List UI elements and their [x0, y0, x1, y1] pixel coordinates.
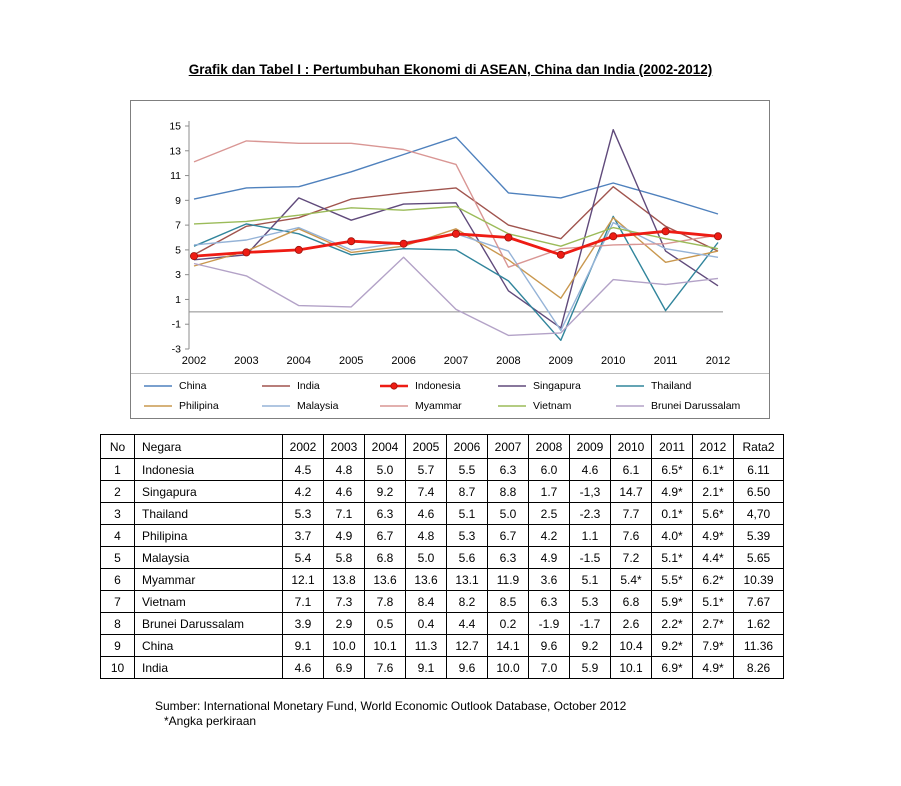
legend-item-vietnam [497, 400, 615, 412]
cell-negara: Philipina [135, 525, 283, 547]
legend-label: Vietnam [533, 400, 572, 412]
legend-label: China [179, 380, 207, 392]
x-tick-label: 2006 [391, 355, 416, 367]
cell-value: 5.5 [447, 459, 488, 481]
cell-value: 12.1 [283, 569, 324, 591]
cell-value: 11.36 [734, 635, 784, 657]
x-tick-label: 2011 [653, 355, 678, 367]
cell-value: 5.9 [570, 657, 611, 679]
cell-value: 6.7 [365, 525, 406, 547]
cell-value: 5.3 [447, 525, 488, 547]
y-tick-label: 15 [169, 120, 181, 133]
cell-negara: Malaysia [135, 547, 283, 569]
cell-value: 4.5 [283, 459, 324, 481]
cell-no: 4 [101, 525, 135, 547]
x-tick-label: 2007 [443, 355, 469, 367]
legend-swatch-icon [497, 381, 527, 391]
cell-value: 3.6 [529, 569, 570, 591]
column-header-rata2: Rata2 [734, 435, 784, 459]
page-title: Grafik dan Tabel I : Pertumbuhan Ekonomi di ASEAN, China dan India (2002-2012) [188, 62, 713, 77]
x-tick-label: 2009 [548, 355, 574, 367]
legend-swatch-icon [261, 381, 291, 391]
table-row-china [101, 635, 784, 657]
cell-negara: Brunei Darussalam [135, 613, 283, 635]
cell-value: 4.6 [406, 503, 447, 525]
cell-value: 13.8 [324, 569, 365, 591]
cell-value: 6.9* [652, 657, 693, 679]
series-line [194, 218, 718, 299]
cell-value: 9.6 [529, 635, 570, 657]
cell-value: 2.2* [652, 613, 693, 635]
legend-row [143, 396, 769, 416]
y-tick-label: -1 [171, 318, 181, 331]
cell-value: 4.4 [447, 613, 488, 635]
cell-value: 14.7 [611, 481, 652, 503]
cell-no: 1 [101, 459, 135, 481]
growth-line-chart [130, 100, 770, 419]
cell-value: -1.9 [529, 613, 570, 635]
x-tick-label: 2002 [181, 355, 207, 367]
chart-plot-area [131, 101, 769, 371]
column-header-negara: Negara [135, 435, 283, 459]
series-brunei-darussalam [194, 257, 718, 335]
cell-value: 9.2 [365, 481, 406, 503]
cell-value: 5.3 [570, 591, 611, 613]
legend-item-brunei-darussalam [615, 400, 741, 412]
data-table [100, 434, 784, 679]
x-tick-label: 2004 [286, 355, 312, 367]
table-row-myammar [101, 569, 784, 591]
table-row-philipina [101, 525, 784, 547]
cell-value: 5.5* [652, 569, 693, 591]
cell-value: 4.0* [652, 525, 693, 547]
cell-value: 4.9* [693, 525, 734, 547]
cell-no: 5 [101, 547, 135, 569]
legend-swatch-icon [615, 401, 645, 411]
cell-value: 8.2 [447, 591, 488, 613]
cell-value: 0.2 [488, 613, 529, 635]
series-vietnam [194, 207, 718, 249]
cell-value: 9.6 [447, 657, 488, 679]
table-row-brunei-darussalam [101, 613, 784, 635]
legend-swatch-icon [379, 381, 409, 391]
data-point-marker [400, 240, 407, 247]
cell-value: 0.1* [652, 503, 693, 525]
table-row-malaysia [101, 547, 784, 569]
legend-swatch-icon [143, 381, 173, 391]
cell-value: 3.9 [283, 613, 324, 635]
cell-value: 4.9* [652, 481, 693, 503]
cell-value: 2.5 [529, 503, 570, 525]
cell-value: 8.8 [488, 481, 529, 503]
cell-negara: Thailand [135, 503, 283, 525]
legend-item-china [143, 380, 261, 392]
cell-value: 13.6 [365, 569, 406, 591]
cell-value: 6.3 [365, 503, 406, 525]
column-header-2009: 2009 [570, 435, 611, 459]
cell-value: 6.7 [488, 525, 529, 547]
cell-value: 1.1 [570, 525, 611, 547]
x-tick-label: 2008 [496, 355, 521, 367]
cell-value: 5.7 [406, 459, 447, 481]
cell-value: 11.3 [406, 635, 447, 657]
cell-value: 6.3 [529, 591, 570, 613]
cell-value: 6.0 [529, 459, 570, 481]
cell-no: 10 [101, 657, 135, 679]
x-tick-label: 2005 [338, 355, 364, 367]
column-header-2003: 2003 [324, 435, 365, 459]
cell-negara: China [135, 635, 283, 657]
cell-value: 4.4* [693, 547, 734, 569]
cell-value: 10.1 [365, 635, 406, 657]
cell-no: 8 [101, 613, 135, 635]
column-header-2006: 2006 [447, 435, 488, 459]
cell-value: 5.3 [283, 503, 324, 525]
table-row-vietnam [101, 591, 784, 613]
cell-value: 6.1* [693, 459, 734, 481]
cell-value: 7.3 [324, 591, 365, 613]
cell-value: 6.9 [324, 657, 365, 679]
cell-value: 8.7 [447, 481, 488, 503]
cell-value: 9.2* [652, 635, 693, 657]
cell-negara: Indonesia [135, 459, 283, 481]
data-point-marker [714, 233, 721, 240]
cell-value: 13.1 [447, 569, 488, 591]
column-header-no: No [101, 435, 135, 459]
cell-value: 0.5 [365, 613, 406, 635]
column-header-2007: 2007 [488, 435, 529, 459]
legend-swatch-icon [615, 381, 645, 391]
column-header-2005: 2005 [406, 435, 447, 459]
cell-value: 4.2 [283, 481, 324, 503]
cell-value: 9.2 [570, 635, 611, 657]
cell-value: 9.1 [406, 657, 447, 679]
legend-label: Malaysia [297, 400, 339, 412]
table-row-indonesia [101, 459, 784, 481]
cell-value: 8.26 [734, 657, 784, 679]
cell-value: 7.4 [406, 481, 447, 503]
x-tick-label: 2003 [234, 355, 259, 367]
y-tick-label: 5 [175, 244, 181, 257]
cell-value: 7.2 [611, 547, 652, 569]
data-point-marker [452, 230, 459, 237]
cell-value: 6.3 [488, 459, 529, 481]
cell-no: 9 [101, 635, 135, 657]
data-point-marker [190, 253, 197, 260]
cell-value: 5.39 [734, 525, 784, 547]
cell-value: 4.6 [283, 657, 324, 679]
cell-value: 5.1 [570, 569, 611, 591]
cell-value: 3.7 [283, 525, 324, 547]
cell-value: 8.5 [488, 591, 529, 613]
legend-item-malaysia [261, 400, 379, 412]
cell-negara: Vietnam [135, 591, 283, 613]
cell-value: 6.11 [734, 459, 784, 481]
cell-value: 4.9 [529, 547, 570, 569]
cell-value: 5.0 [488, 503, 529, 525]
series-philipina [194, 218, 718, 299]
cell-no: 3 [101, 503, 135, 525]
cell-value: 4.6 [570, 459, 611, 481]
legend-label: Singapura [533, 380, 581, 392]
cell-value: -1.5 [570, 547, 611, 569]
cell-value: 4.8 [324, 459, 365, 481]
cell-value: 5.6 [447, 547, 488, 569]
cell-value: 6.8 [365, 547, 406, 569]
y-tick-label: -3 [171, 343, 181, 356]
cell-no: 2 [101, 481, 135, 503]
cell-value: 1.7 [529, 481, 570, 503]
y-tick-label: 3 [175, 269, 181, 282]
cell-value: 5.0 [406, 547, 447, 569]
x-tick-label: 2012 [705, 355, 731, 367]
cell-value: 6.8 [611, 591, 652, 613]
estimate-note: *Angka perkiraan [164, 714, 257, 728]
data-point-marker [610, 233, 617, 240]
cell-value: 7.7 [611, 503, 652, 525]
legend-item-india [261, 380, 379, 392]
cell-value: 5.0 [365, 459, 406, 481]
legend-item-myammar [379, 400, 497, 412]
cell-value: 10.39 [734, 569, 784, 591]
legend-label: India [297, 380, 320, 392]
cell-value: 6.2* [693, 569, 734, 591]
cell-value: 7.9* [693, 635, 734, 657]
series-line [194, 223, 718, 331]
cell-negara: Myammar [135, 569, 283, 591]
cell-value: 10.1 [611, 657, 652, 679]
legend-swatch-icon [497, 401, 527, 411]
column-header-2008: 2008 [529, 435, 570, 459]
cell-value: 7.8 [365, 591, 406, 613]
y-tick-label: 9 [175, 194, 181, 207]
cell-value: 1.62 [734, 613, 784, 635]
x-axis-labels [182, 355, 730, 367]
cell-value: 6.50 [734, 481, 784, 503]
legend-item-thailand [615, 380, 733, 392]
cell-value: 10.4 [611, 635, 652, 657]
cell-value: 5.4 [283, 547, 324, 569]
legend-swatch-icon [143, 401, 173, 411]
table-header-row [101, 435, 784, 459]
cell-value: -2.3 [570, 503, 611, 525]
cell-value: 5.65 [734, 547, 784, 569]
cell-value: 4,70 [734, 503, 784, 525]
legend-label: Thailand [651, 380, 692, 392]
cell-negara: India [135, 657, 283, 679]
data-point-marker [295, 246, 302, 253]
cell-value: 5.9* [652, 591, 693, 613]
cell-value: 0.4 [406, 613, 447, 635]
y-tick-label: 7 [175, 219, 181, 232]
data-point-marker [348, 238, 355, 245]
cell-value: 2.1* [693, 481, 734, 503]
y-axis-labels [169, 121, 181, 356]
cell-value: 4.9* [693, 657, 734, 679]
data-point-marker [243, 249, 250, 256]
table-row-singapura [101, 481, 784, 503]
cell-value: 10.0 [488, 657, 529, 679]
cell-value: 7.6 [611, 525, 652, 547]
cell-value: 7.6 [365, 657, 406, 679]
y-tick-label: 1 [175, 293, 181, 306]
cell-value: 7.1 [324, 503, 365, 525]
table-row-india [101, 657, 784, 679]
cell-value: 6.5* [652, 459, 693, 481]
cell-value: 10.0 [324, 635, 365, 657]
cell-value: 4.2 [529, 525, 570, 547]
cell-value: 5.6* [693, 503, 734, 525]
series-line [194, 257, 718, 335]
cell-value: 7.1 [283, 591, 324, 613]
table-row-thailand [101, 503, 784, 525]
y-tick-label: 11 [170, 170, 181, 183]
cell-no: 6 [101, 569, 135, 591]
legend-item-singapura [497, 380, 615, 392]
legend-label: Myammar [415, 400, 462, 412]
column-header-2011: 2011 [652, 435, 693, 459]
x-tick-label: 2010 [600, 355, 626, 367]
cell-value: 4.9 [324, 525, 365, 547]
cell-value: 4.6 [324, 481, 365, 503]
cell-value: 14.1 [488, 635, 529, 657]
series-malaysia [194, 223, 718, 331]
data-point-marker [557, 251, 564, 258]
cell-no: 7 [101, 591, 135, 613]
cell-value: 7.0 [529, 657, 570, 679]
cell-value: 2.7* [693, 613, 734, 635]
cell-value: 5.8 [324, 547, 365, 569]
cell-value: 6.3 [488, 547, 529, 569]
cell-value: 6.1 [611, 459, 652, 481]
cell-value: 7.67 [734, 591, 784, 613]
data-point-marker [505, 234, 512, 241]
cell-value: 12.7 [447, 635, 488, 657]
legend-label: Brunei Darussalam [651, 400, 741, 412]
cell-value: 5.1 [447, 503, 488, 525]
column-header-2004: 2004 [365, 435, 406, 459]
legend-item-indonesia [379, 380, 497, 392]
cell-value: 11.9 [488, 569, 529, 591]
column-header-2010: 2010 [611, 435, 652, 459]
cell-negara: Singapura [135, 481, 283, 503]
legend-label: Indonesia [415, 380, 461, 392]
series-line [194, 207, 718, 249]
cell-value: 5.1* [693, 591, 734, 613]
cell-value: 4.8 [406, 525, 447, 547]
legend-swatch-icon [261, 401, 291, 411]
chart-legend [131, 373, 769, 416]
cell-value: 13.6 [406, 569, 447, 591]
legend-item-philipina [143, 400, 261, 412]
data-point-marker [662, 228, 669, 235]
legend-label: Philipina [179, 400, 219, 412]
cell-value: 2.9 [324, 613, 365, 635]
cell-value: -1.7 [570, 613, 611, 635]
y-tick-label: 13 [169, 145, 181, 158]
source-note: Sumber: International Monetary Fund, World Economic Outlook Database, October 2012 [155, 699, 627, 713]
footer [155, 699, 626, 729]
cell-value: 5.4* [611, 569, 652, 591]
legend-row [143, 376, 769, 396]
cell-value: 5.1* [652, 547, 693, 569]
cell-value: 2.6 [611, 613, 652, 635]
cell-value: -1,3 [570, 481, 611, 503]
column-header-2002: 2002 [283, 435, 324, 459]
legend-swatch-icon [379, 401, 409, 411]
column-header-2012: 2012 [693, 435, 734, 459]
cell-value: 9.1 [283, 635, 324, 657]
cell-value: 8.4 [406, 591, 447, 613]
